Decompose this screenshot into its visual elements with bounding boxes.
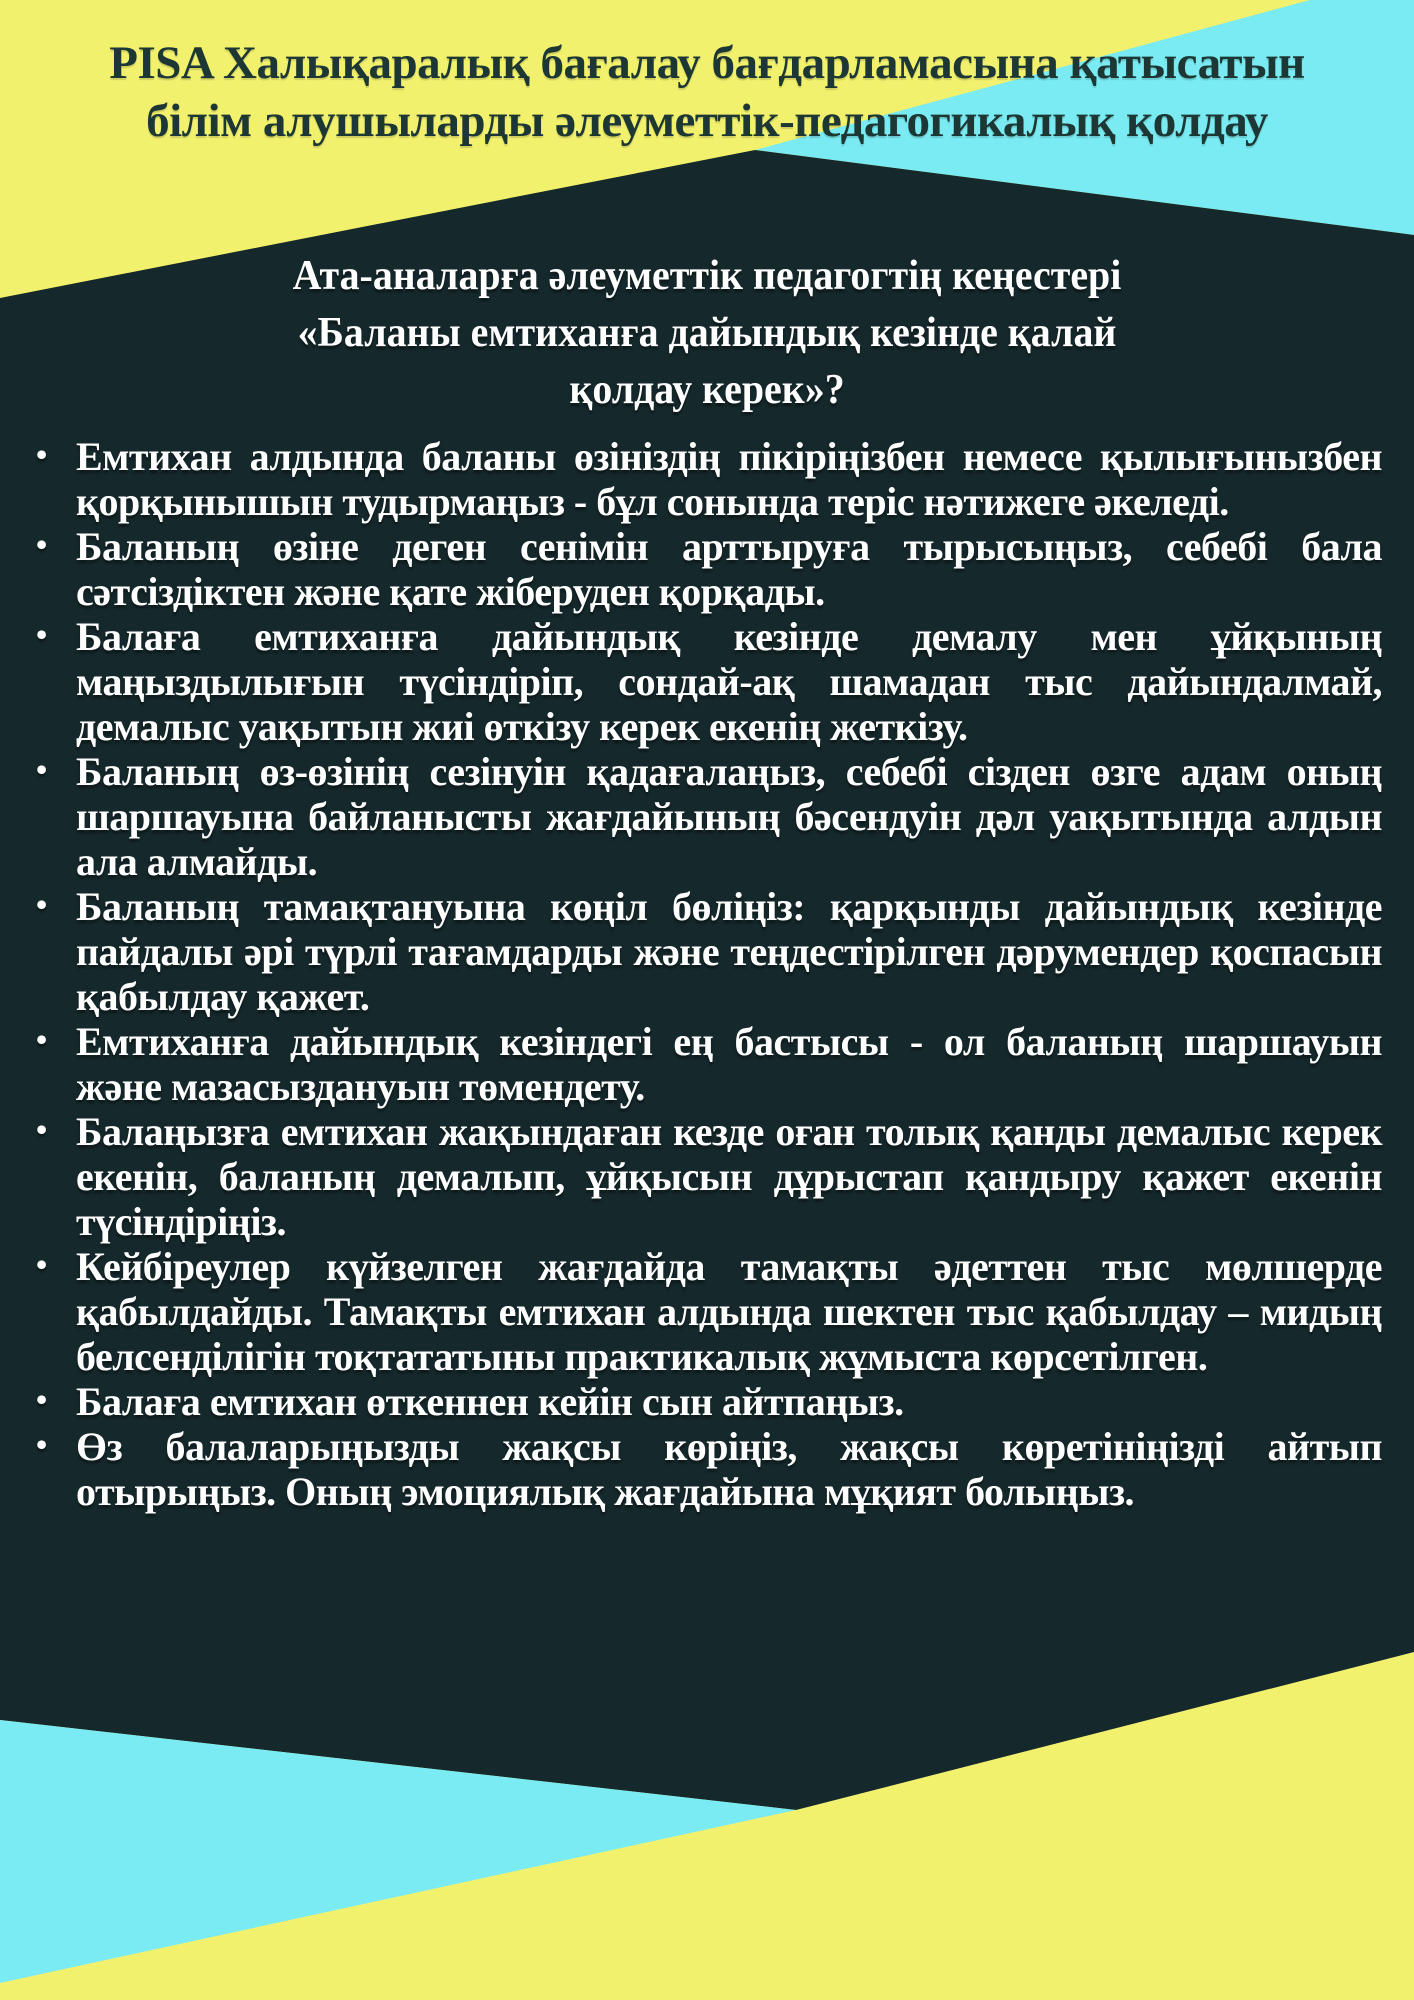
advice-item-text: Балаңызға емтихан жақындаған кезде оған толық қанды демалыс керек екенін, баланың демалып, ұйқысын дұрыстап қандыру қажет екенін түсіндіріңіз. <box>76 1109 1382 1244</box>
advice-heading <box>35 248 1378 419</box>
poster-title-line-1: PISA Халықаралық бағалау бағдарламасына қатысатын <box>109 37 1305 89</box>
advice-item-text: Емтихан алдында баланы өзініздің пікіріңізбен немесе қылығынызбен қорқынышын тудырмаңыз - бұл сонында теріс нәтижеге әкеледі. <box>76 434 1382 524</box>
advice-item-text: Балаға емтиханға дайындық кезінде демалу мен ұйқының маңыздылығын түсіндіріп, сондай-ақ шамадан тыс дайындалмай, демалыс уақытын жиі өткізу керек екенің жеткізу. <box>76 614 1382 749</box>
advice-heading-line-3: қолдау керек»? <box>569 367 845 413</box>
advice-item-text: Кейбіреулер күйзелген жағдайда тамақты әдеттен тыс мөлшерде қабылдайды. Тамақты емтихан алдында шектен тыс қабылдау – мидың белсенділігін тоқтататыны практикалық жұмыста көрсетілген. <box>76 1244 1382 1379</box>
advice-list <box>30 434 1382 1514</box>
advice-item <box>30 1379 1382 1424</box>
advice-item <box>30 614 1382 749</box>
advice-item <box>30 749 1382 884</box>
advice-item <box>30 1019 1382 1109</box>
advice-item <box>30 1109 1382 1244</box>
advice-item-text: Баланың өзіне деген сенімін арттыруға тырысыңыз, себебі бала сәтсіздіктен және қате жіберуден қорқады. <box>76 524 1382 614</box>
advice-item <box>30 1244 1382 1379</box>
advice-item <box>30 1424 1382 1514</box>
advice-heading-line-1: Ата-аналарға әлеуметтік педагогтің кеңестері <box>292 253 1122 299</box>
advice-item <box>30 884 1382 1019</box>
advice-item-text: Балаға емтихан өткеннен кейін сын айтпаңыз. <box>76 1379 904 1424</box>
advice-item-text: Баланың тамақтануына көңіл бөліңіз: қарқынды дайындық кезінде пайдалы әрі түрлі тағамдарды және теңдестірілген дәрумендер қоспасын қабылдау қажет. <box>76 884 1382 1019</box>
advice-item <box>30 524 1382 614</box>
advice-item-text: Баланың өз-өзінің сезінуін қадағалаңыз, себебі сізден өзге адам оның шаршауына байланысты жағдайының бәсендуін дәл уақытында алдын ала алмайды. <box>76 749 1382 884</box>
poster-title-line-2: білім алушыларды әлеуметтік-педагогикалық қолдау <box>146 95 1268 147</box>
advice-item <box>30 434 1382 524</box>
advice-item-text: Өз балаларыңызды жақсы көріңіз, жақсы көретініңізді айтып отырыңыз. Оның эмоциялық жағдайына мұқият болыңыз. <box>76 1424 1382 1514</box>
advice-item-text: Емтиханға дайындық кезіндегі ең бастысы - ол баланың шаршауын және мазасыздануын төмендету. <box>76 1019 1382 1109</box>
poster-title <box>0 34 1414 150</box>
advice-heading-line-2: «Баланы емтиханға дайындық кезінде қалай <box>297 310 1117 356</box>
